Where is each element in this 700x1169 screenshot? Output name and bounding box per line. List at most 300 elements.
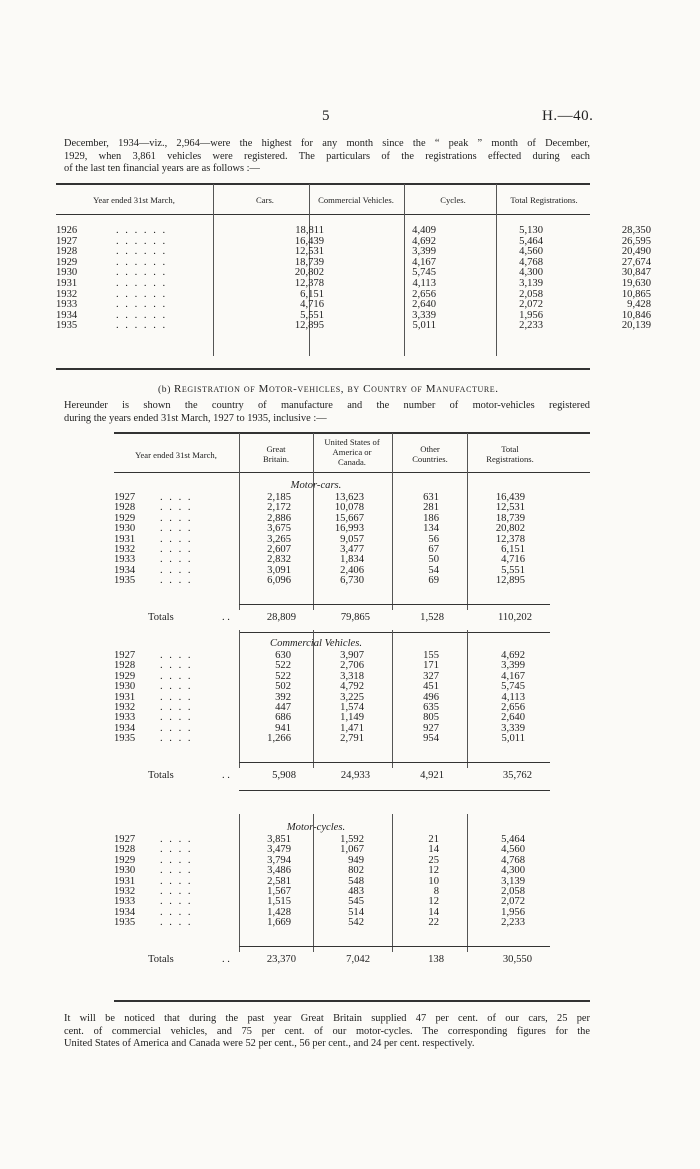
other-cell: 14 [428, 844, 439, 856]
total-cell: 1,956 [501, 906, 525, 918]
total-cell: 2,640 [501, 712, 525, 724]
year-cell: 1931 [114, 691, 136, 703]
us-cell: 6,730 [340, 575, 364, 587]
leader-dots: . . . . [160, 702, 193, 714]
cycles-cell: 4,300 [519, 267, 543, 279]
other-cell: 67 [428, 544, 439, 556]
us-cell: 9,057 [340, 533, 364, 545]
year-cell: 1934 [114, 564, 136, 576]
cars-cell: 16,439 [294, 235, 324, 247]
section-title: Commercial Vehicles. [270, 638, 362, 649]
totals-total: 110,202 [497, 612, 532, 623]
total-cell: 4,167 [501, 670, 525, 682]
us-cell: 514 [348, 906, 364, 918]
section-b-prefix: (b) [158, 384, 174, 395]
table2-col-divider [313, 814, 314, 952]
leader-dots: . . . . . . [116, 256, 168, 268]
total-cell: 4,300 [501, 865, 525, 877]
gb-cell: 6,096 [267, 575, 291, 587]
leader-dots: . . . . [160, 722, 193, 734]
leader-dots: . . . . [160, 575, 193, 587]
commercial-cell: 5,745 [412, 267, 436, 279]
section-b-line: during the years ended 31st March, 1927 to 1935, inclusive :— [64, 412, 327, 424]
other-cell: 14 [428, 906, 439, 918]
us-cell: 3,907 [340, 650, 364, 661]
table-row [56, 321, 657, 332]
total-cell: 4,692 [501, 650, 525, 661]
total-cell: 20,490 [621, 246, 651, 258]
year-cell: 1930 [114, 865, 136, 877]
cars-cell: 20,802 [294, 267, 324, 279]
cars-cell: 18,739 [294, 256, 324, 268]
cars-cell: 4,716 [300, 299, 324, 311]
totals-bottom-rule [239, 790, 550, 791]
gb-cell: 3,675 [267, 523, 291, 535]
other-cell: 50 [428, 554, 439, 566]
us-cell: 3,318 [340, 670, 364, 682]
table2-header-us-line: United States of [324, 437, 380, 447]
table2-col-divider [467, 433, 468, 472]
cycles-cell: 4,768 [519, 256, 543, 268]
gb-cell: 447 [275, 702, 291, 714]
totals-label: Totals [148, 770, 174, 781]
totals-us: 79,865 [340, 612, 370, 623]
year-cell: 1926 [56, 225, 78, 236]
total-cell: 12,531 [495, 502, 525, 514]
table2-bottom-rule [114, 1000, 590, 1002]
leader-dots: . . . . . . [116, 309, 168, 321]
total-cell: 5,011 [501, 733, 525, 745]
us-cell: 1,149 [340, 712, 364, 724]
us-cell: 15,667 [334, 512, 364, 524]
table2-header-gb-line: Great [266, 444, 286, 454]
table-row [114, 576, 543, 586]
other-cell: 171 [423, 660, 439, 672]
leader-dots: . . . . . . [116, 225, 168, 236]
leader-dots: . . . . [160, 834, 193, 845]
closing-line: cent. of commercial vehicles, and 75 per cent. of our motor-cycles. The corresponding figures for the [64, 1025, 590, 1037]
table1-header-total: Total Registrations. [510, 195, 578, 205]
cycles-cell: 2,058 [519, 288, 543, 300]
total-cell: 2,072 [501, 896, 525, 908]
year-cell: 1932 [56, 288, 78, 300]
totals-us: 24,933 [340, 770, 370, 781]
year-cell: 1928 [114, 502, 136, 514]
section-title: Motor-cycles. [286, 822, 346, 833]
table2-header-us-line: America or [332, 447, 372, 457]
leader-dots: . . . . [160, 733, 193, 745]
leader-dots: . . [222, 612, 230, 623]
leader-dots: . . . . [160, 533, 193, 545]
other-cell: 54 [428, 564, 439, 576]
leader-dots: . . . . [160, 512, 193, 524]
leader-dots: . . . . [160, 712, 193, 724]
totals-row [0, 770, 700, 782]
gb-cell: 392 [275, 691, 291, 703]
other-cell: 631 [423, 492, 439, 503]
year-cell: 1927 [114, 834, 136, 845]
year-cell: 1931 [56, 277, 78, 289]
total-cell: 4,560 [501, 844, 525, 856]
commercial-cell: 5,011 [412, 320, 436, 332]
leader-dots: . . . . [160, 660, 193, 672]
us-cell: 2,406 [340, 564, 364, 576]
totals-other: 4,921 [420, 770, 444, 781]
gb-cell: 2,832 [267, 554, 291, 566]
intro-paragraph [64, 138, 590, 176]
cycles-cell: 1,956 [519, 309, 543, 321]
us-cell: 1,574 [340, 702, 364, 714]
totals-gb: 23,370 [266, 954, 296, 965]
gb-cell: 630 [275, 650, 291, 661]
gb-cell: 2,581 [267, 875, 291, 887]
other-cell: 25 [428, 854, 439, 866]
table-row [114, 918, 543, 928]
year-cell: 1933 [56, 299, 78, 311]
leader-dots: . . . . [160, 502, 193, 514]
total-cell: 26,595 [621, 235, 651, 247]
gb-cell: 1,515 [267, 896, 291, 908]
cycles-cell: 4,560 [519, 246, 543, 258]
total-cell: 2,233 [501, 917, 525, 929]
table2-col-divider [392, 433, 393, 472]
other-cell: 327 [423, 670, 439, 682]
table1-header-cycles: Cycles. [440, 195, 466, 205]
us-cell: 1,834 [340, 554, 364, 566]
leader-dots: . . . . [160, 875, 193, 887]
table1-col-divider [404, 184, 405, 214]
cars-cell: 12,895 [294, 320, 324, 332]
us-cell: 949 [348, 854, 364, 866]
us-cell: 2,791 [340, 733, 364, 745]
year-cell: 1934 [114, 722, 136, 734]
table2-col-divider [239, 472, 240, 610]
leader-dots: . . . . [160, 906, 193, 918]
section-b-title: Registration of Motor-vehicles, by Country of Manufacture. [174, 383, 499, 395]
total-cell: 20,139 [621, 320, 651, 332]
gb-cell: 3,265 [267, 533, 291, 545]
gb-cell: 1,428 [267, 906, 291, 918]
table2-col-divider [392, 630, 393, 768]
us-cell: 16,993 [334, 523, 364, 535]
table2-col-divider [467, 630, 468, 768]
totals-other: 138 [428, 954, 444, 965]
total-cell: 2,656 [501, 702, 525, 714]
gb-cell: 1,567 [267, 886, 291, 898]
table1-header-commercial: Commercial Vehicles. [318, 195, 394, 205]
table2-header-total-line: Registrations. [486, 454, 534, 464]
table2-col-divider [313, 433, 314, 472]
totals-rule [239, 946, 550, 947]
other-cell: 69 [428, 575, 439, 587]
other-cell: 22 [428, 917, 439, 929]
year-cell: 1929 [56, 256, 78, 268]
year-cell: 1928 [114, 844, 136, 856]
totals-rule [239, 604, 550, 605]
gb-cell: 686 [275, 712, 291, 724]
table2-col-divider [313, 472, 314, 610]
cars-cell: 12,531 [294, 246, 324, 258]
other-cell: 21 [428, 834, 439, 845]
table2-header-total-line: Total [501, 444, 519, 454]
page-number: 5 [322, 108, 330, 124]
year-cell: 1930 [56, 267, 78, 279]
leader-dots: . . . . [160, 865, 193, 877]
gb-cell: 502 [275, 681, 291, 693]
totals-row [0, 954, 700, 966]
commercial-cell: 2,640 [412, 299, 436, 311]
us-cell: 483 [348, 886, 364, 898]
year-cell: 1931 [114, 875, 136, 887]
leader-dots: . . . . [160, 650, 193, 661]
total-cell: 6,151 [501, 544, 525, 556]
other-cell: 927 [423, 722, 439, 734]
year-cell: 1935 [114, 917, 136, 929]
year-cell: 1933 [114, 896, 136, 908]
us-cell: 13,623 [334, 492, 364, 503]
leader-dots: . . . . . . [116, 320, 168, 332]
leader-dots: . . . . [160, 691, 193, 703]
table2-col-divider [392, 472, 393, 610]
cars-cell: 18,811 [295, 225, 324, 236]
year-cell: 1929 [114, 512, 136, 524]
closing-line: It will be noticed that during the past year Great Britain supplied 47 per cent. of our cars, 25 per [64, 1013, 590, 1024]
year-cell: 1933 [114, 554, 136, 566]
leader-dots: . . . . [160, 896, 193, 908]
leader-dots: . . . . [160, 492, 193, 503]
totals-other: 1,528 [420, 612, 444, 623]
year-cell: 1932 [114, 544, 136, 556]
totals-label: Totals [148, 612, 174, 623]
us-cell: 545 [348, 896, 364, 908]
total-cell: 4,716 [501, 554, 525, 566]
commercial-cell: 4,409 [412, 225, 436, 236]
commercial-cell: 4,167 [412, 256, 436, 268]
total-cell: 18,739 [495, 512, 525, 524]
gb-cell: 1,266 [267, 733, 291, 745]
table-row [56, 226, 657, 237]
registrations-table [56, 226, 657, 332]
table2-col-divider [467, 472, 468, 610]
total-cell: 5,551 [501, 564, 525, 576]
total-cell: 3,139 [501, 875, 525, 887]
document-reference: H.—40. [542, 108, 594, 124]
us-cell: 4,792 [340, 681, 364, 693]
us-cell: 1,592 [340, 834, 364, 845]
commercial-cell: 3,339 [412, 309, 436, 321]
gb-cell: 522 [275, 660, 291, 672]
total-cell: 10,865 [621, 288, 651, 300]
other-cell: 56 [428, 533, 439, 545]
commercial-cell: 4,113 [412, 277, 436, 289]
other-cell: 12 [428, 865, 439, 877]
section-title: Motor-cars. [290, 480, 342, 491]
table2-header-gb [240, 444, 312, 464]
totals-bottom-rule [239, 632, 550, 633]
leader-dots: . . . . [160, 554, 193, 566]
cars-cell: 12,378 [294, 277, 324, 289]
table2-col-divider [239, 433, 240, 472]
total-cell: 28,350 [621, 225, 651, 236]
year-cell: 1928 [114, 660, 136, 672]
table2-header-total [470, 444, 550, 464]
table2-header-other [392, 444, 468, 464]
table2-header-us-line: Canada. [338, 457, 366, 467]
total-cell: 10,846 [621, 309, 651, 321]
gb-cell: 3,486 [267, 865, 291, 877]
leader-dots: . . . . [160, 681, 193, 693]
total-cell: 9,428 [627, 299, 651, 311]
gb-cell: 2,172 [267, 502, 291, 514]
year-cell: 1928 [56, 246, 78, 258]
total-cell: 4,113 [501, 691, 525, 703]
year-cell: 1927 [56, 235, 78, 247]
us-cell: 1,471 [340, 722, 364, 734]
table2-header-rule [114, 472, 590, 473]
gb-cell: 2,886 [267, 512, 291, 524]
total-cell: 16,439 [495, 492, 525, 503]
gb-cell: 941 [275, 722, 291, 734]
year-cell: 1930 [114, 523, 136, 535]
other-cell: 186 [423, 512, 439, 524]
year-cell: 1932 [114, 702, 136, 714]
other-cell: 496 [423, 691, 439, 703]
other-cell: 134 [423, 523, 439, 535]
intro-line: 1929, when 3,861 vehicles were registered. The particulars of the registrations effected during each [64, 150, 590, 162]
year-cell: 1933 [114, 712, 136, 724]
section-b-line: Hereunder is shown the country of manufacture and the number of motor-vehicles registered [64, 400, 590, 411]
total-cell: 2,058 [501, 886, 525, 898]
other-cell: 8 [433, 886, 439, 898]
leader-dots: . . . . . . [116, 235, 168, 247]
totals-gb: 28,809 [266, 612, 296, 623]
year-cell: 1935 [56, 320, 78, 332]
leader-dots: . . . . [160, 523, 193, 535]
table2-header-other-line: Countries. [412, 454, 448, 464]
gb-cell: 2,185 [267, 492, 291, 503]
table2-col-divider [467, 814, 468, 952]
us-cell: 3,225 [340, 691, 364, 703]
gb-cell: 3,479 [267, 844, 291, 856]
cycles-cell: 3,139 [519, 277, 543, 289]
table2-header-gb-line: Britain. [262, 454, 290, 464]
totals-row [0, 612, 700, 624]
table2-col-divider [313, 630, 314, 768]
us-cell: 1,067 [340, 844, 364, 856]
leader-dots: . . . . . . [116, 267, 168, 279]
year-cell: 1932 [114, 886, 136, 898]
other-cell: 10 [428, 875, 439, 887]
us-cell: 548 [348, 875, 364, 887]
leader-dots: . . . . . . [116, 277, 168, 289]
table-row [56, 279, 657, 290]
gb-cell: 3,091 [267, 564, 291, 576]
other-cell: 12 [428, 896, 439, 908]
table2-col-divider [239, 630, 240, 768]
total-cell: 5,745 [501, 681, 525, 693]
leader-dots: . . . . [160, 854, 193, 866]
us-cell: 3,477 [340, 544, 364, 556]
section-table [114, 835, 543, 929]
us-cell: 802 [348, 865, 364, 877]
leader-dots: . . . . [160, 917, 193, 929]
year-cell: 1935 [114, 575, 136, 587]
leader-dots: . . . . [160, 564, 193, 576]
intro-line: December, 1934—viz., 2,964—were the highest for any month since the “ peak ” month of December, [64, 138, 590, 149]
us-cell: 10,078 [334, 502, 364, 514]
table1-header-cars: Cars. [256, 195, 274, 205]
total-cell: 5,464 [501, 834, 525, 845]
gb-cell: 522 [275, 670, 291, 682]
table1-col-divider [213, 184, 214, 214]
year-cell: 1927 [114, 492, 136, 503]
commercial-cell: 4,692 [412, 235, 436, 247]
leader-dots: . . . . . . [116, 299, 168, 311]
closing-line: United States of America and Canada were 52 per cent., 56 per cent., and 24 per cent. respectively. [64, 1038, 475, 1049]
other-cell: 451 [423, 681, 439, 693]
table2-header-us [312, 437, 392, 467]
table2-header-year: Year ended 31st March, [135, 450, 217, 460]
totals-gb: 5,908 [272, 770, 296, 781]
year-cell: 1934 [56, 309, 78, 321]
year-cell: 1931 [114, 533, 136, 545]
total-cell: 27,674 [621, 256, 651, 268]
cars-cell: 6,151 [300, 288, 324, 300]
cycles-cell: 2,072 [519, 299, 543, 311]
year-cell: 1927 [114, 650, 136, 661]
table2-top-rule [114, 432, 590, 434]
section-table [114, 493, 543, 587]
other-cell: 281 [423, 502, 439, 514]
table1-header-year: Year ended 31st March, [93, 195, 175, 205]
leader-dots: . . . . [160, 844, 193, 856]
year-cell: 1934 [114, 906, 136, 918]
total-cell: 12,895 [495, 575, 525, 587]
closing-paragraph [64, 1013, 590, 1051]
table1-header-rule [56, 214, 590, 215]
cycles-cell: 5,130 [519, 225, 543, 236]
total-cell: 4,768 [501, 854, 525, 866]
total-cell: 30,847 [621, 267, 651, 279]
leader-dots: . . . . . . [116, 246, 168, 258]
totals-rule [239, 762, 550, 763]
cycles-cell: 2,233 [519, 320, 543, 332]
total-cell: 3,399 [501, 660, 525, 672]
other-cell: 155 [423, 650, 439, 661]
leader-dots: . . . . . . [116, 288, 168, 300]
gb-cell: 2,607 [267, 544, 291, 556]
totals-total: 30,550 [502, 954, 532, 965]
table1-col-divider [496, 184, 497, 214]
year-cell: 1930 [114, 681, 136, 693]
cars-cell: 5,551 [300, 309, 324, 321]
year-cell: 1929 [114, 670, 136, 682]
other-cell: 954 [423, 733, 439, 745]
table1-bottom-rule [56, 368, 590, 370]
leader-dots: . . [222, 770, 230, 781]
total-cell: 19,630 [621, 277, 651, 289]
intro-line: of the last ten financial years are as follows :— [64, 163, 260, 174]
year-cell: 1935 [114, 733, 136, 745]
leader-dots: . . [222, 954, 230, 965]
total-cell: 12,378 [495, 533, 525, 545]
gb-cell: 3,851 [267, 834, 291, 845]
section-b-paragraph [64, 400, 590, 425]
table1-col-divider [309, 184, 310, 214]
us-cell: 542 [348, 917, 364, 929]
leader-dots: . . . . [160, 544, 193, 556]
other-cell: 635 [423, 702, 439, 714]
